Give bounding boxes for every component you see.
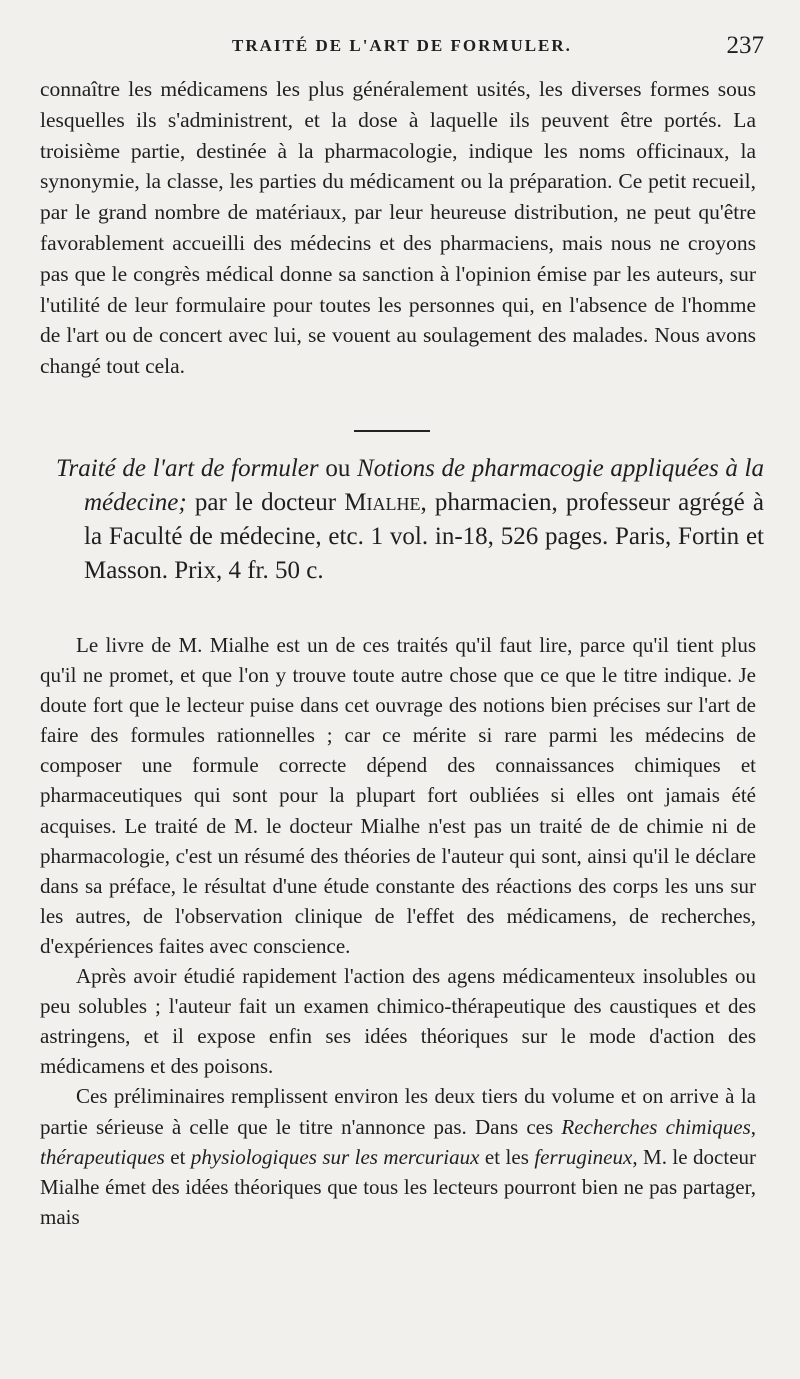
text-run: et xyxy=(164,1144,191,1169)
italic-run: Recherches chimiques xyxy=(561,1114,751,1139)
text-run: , xyxy=(750,1114,756,1139)
paragraph-text: connaître les médicamens les plus généralement usités, les diverses formes sous lesquelles ils s'administrent, et la dose à laquelle ils peuvent être portés. La troisième partie, destinée à la pharmacologie, indique les noms officinaux, la synonymie, la classe, les parties du médicament ou la préparation. Ce petit recueil, par le grand nombre de matériaux, par leur heureuse distribution, ne peut qu'être favorablement accueilli des médecins et des pharmaciens, mais nous ne croyons pas que le congrès médical donne sa sanction à l'opinion émise par les auteurs, sur l'utilité de leur formulaire pour toutes les personnes qui, en l'absence de l'homme de l'art ou de concert avec lui, se vouent au soulagement des malades. Nous avons changé tout cela. xyxy=(40,77,756,379)
review-paragraph-1: Le livre de M. Mialhe est un de ces traités qu'il faut lire, parce qu'il tient plus qu'il ne promet, et que l'on y trouve toute autre chose que ce que le titre indique. Je doute fort que le lecteur puise dans cet ouvrage des notions bien précises sur l'art de faire des formules rationnelles ; car ce mérite si rare parmi les médecins de composer une formule correcte dépend des connaissances chimiques et pharmaceutiques qui sont pour la plupart fort oubliées si elles ont jamais été acquises. Le traité de M. le docteur Mialhe n'est pas un traité de de chimie ni de pharmacologie, c'est un résumé des théories de l'auteur qui sont, ainsi qu'il le déclare dans sa préface, le résultat d'une étude constante des réactions des corps les uns sur les autres, de l'observation clinique de l'effet des médicamens, de recherches, d'expériences faites avec conscience. xyxy=(40,633,756,958)
text-run: Ces préliminaires remplissent environ les deux tiers du volume et on arrive à la partie sérieuse à celle que le titre n'annonce pas. Dans ces xyxy=(40,1084,756,1139)
book-details: , pharmacien, professeur agrégé à la Faculté de médecine, etc. 1 vol. in-18, 526 pages. Paris, Fortin et Masson. Prix, 4 fr. 50 c. xyxy=(84,489,764,584)
continuation-paragraph xyxy=(40,74,756,382)
author-name: Mialhe xyxy=(344,489,421,516)
review-paragraph-3 xyxy=(40,1081,756,1231)
italic-run: ferrugineux xyxy=(534,1144,633,1169)
review-paragraph-2: Après avoir étudié rapidement l'action des agens médicamenteux insolubles ou peu solubles ; l'auteur fait un examen chimico-thérapeutique des caustiques et des astringens, et il expose enfin ses idées théoriques sur le mode d'action des médicamens et des poisons. xyxy=(40,964,756,1079)
by-text: par le docteur xyxy=(186,489,345,516)
book-reference xyxy=(48,452,764,588)
conjunction: ou xyxy=(318,455,358,482)
page-number: 237 xyxy=(726,32,764,59)
section-divider xyxy=(354,430,430,432)
text-run: et les xyxy=(479,1144,535,1169)
book-title: Traité de l'art de formuler xyxy=(56,455,319,482)
page-header xyxy=(40,32,764,62)
italic-run: physiologiques sur les mercuriaux xyxy=(190,1144,480,1169)
book-subtitle: Notions de pharmacogie appliquées à la médecine; xyxy=(84,455,765,516)
italic-run: thérapeutiques xyxy=(40,1144,165,1169)
review-body xyxy=(40,630,756,1232)
running-title: TRAITÉ DE L'ART DE FORMULER. xyxy=(232,36,572,55)
text-run: , M. le docteur Mialhe émet des idées théoriques que tous les lecteurs pourront bien ne pas partager, mais xyxy=(40,1144,757,1229)
